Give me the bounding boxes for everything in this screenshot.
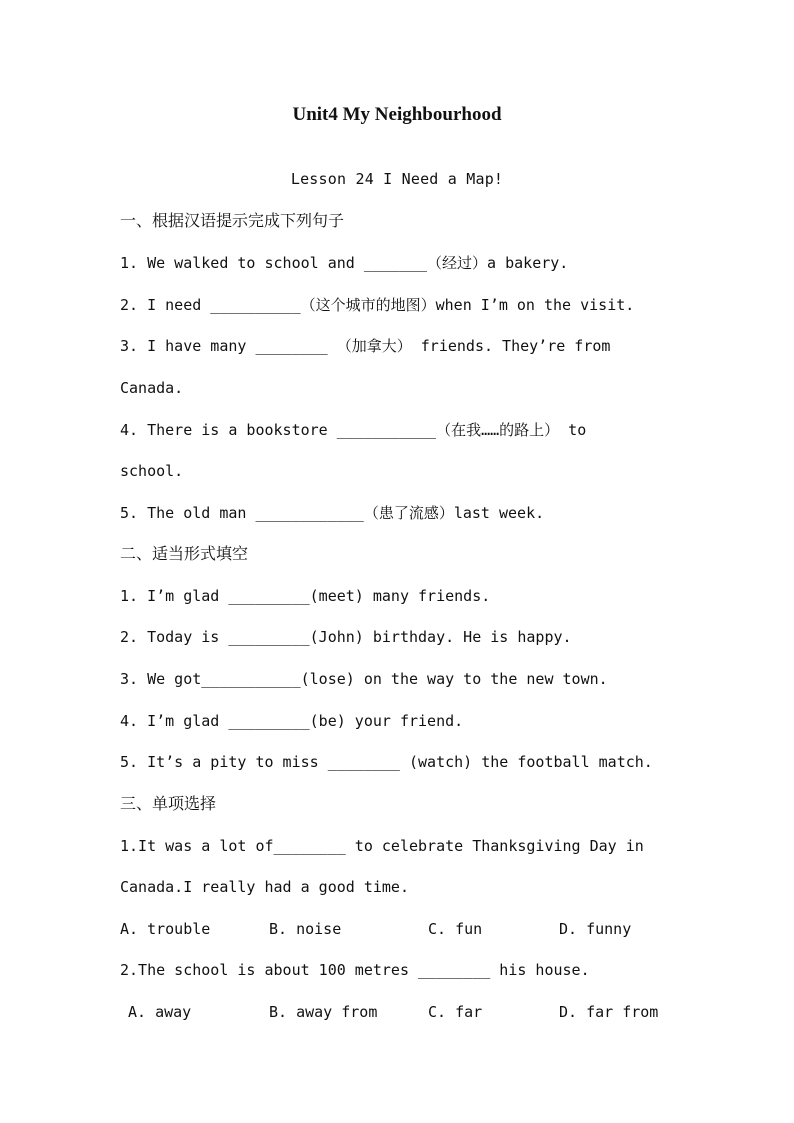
question-1-line-2: Canada.I really had a good time.: [120, 878, 409, 896]
question-1-options: [120, 919, 680, 939]
option-b: B. away from: [269, 1003, 378, 1021]
question-2-line-1: 2.The school is about 100 metres ________ his house.: [120, 961, 590, 979]
section1-item-continuation: school.: [120, 462, 184, 480]
section2-heading: 二、适当形式填空: [120, 544, 249, 563]
section1-item: 4. There is a bookstore ___________（在我……的路上） to: [120, 421, 587, 439]
option-b: B. noise: [269, 920, 342, 938]
section2-item: 2. Today is _________(John) birthday. He is happy.: [120, 628, 572, 646]
option-c: C. far: [428, 1003, 483, 1021]
section1-item: 5. The old man ____________（患了流感）last week.: [120, 504, 545, 522]
section2-item: 1. I’m glad _________(meet) many friends.: [120, 587, 491, 605]
option-a: A. trouble: [120, 920, 211, 938]
question-2-options: [120, 1002, 680, 1022]
option-d: D. funny: [559, 920, 632, 938]
lesson-subtitle: Lesson 24 I Need a Map!: [290, 170, 504, 188]
section1-heading: 一、根据汉语提示完成下列句子: [120, 211, 345, 230]
option-d: D. far from: [559, 1003, 659, 1021]
section1-item: 3. I have many ________ （加拿大） friends. They’re from: [120, 337, 611, 355]
option-c: C. fun: [428, 920, 483, 938]
section1-item: 2. I need __________（这个城市的地图）when I’m on the visit.: [120, 296, 635, 314]
section2-item: 4. I’m glad _________(be) your friend.: [120, 712, 464, 730]
section2-item: 5. It’s a pity to miss ________ (watch) the football match.: [120, 753, 653, 771]
section2-item: 3. We got___________(lose) on the way to the new town.: [120, 670, 608, 688]
option-a: A. away: [128, 1003, 192, 1021]
page-title: Unit4 My Neighbourhood: [292, 104, 502, 125]
question-1-line-1: 1.It was a lot of________ to celebrate Thanksgiving Day in: [120, 837, 644, 855]
section1-item: 1. We walked to school and _______（经过）a bakery.: [120, 254, 569, 272]
section1-item-continuation: Canada.: [120, 379, 184, 397]
section3-heading: 三、单项选择: [120, 794, 217, 813]
